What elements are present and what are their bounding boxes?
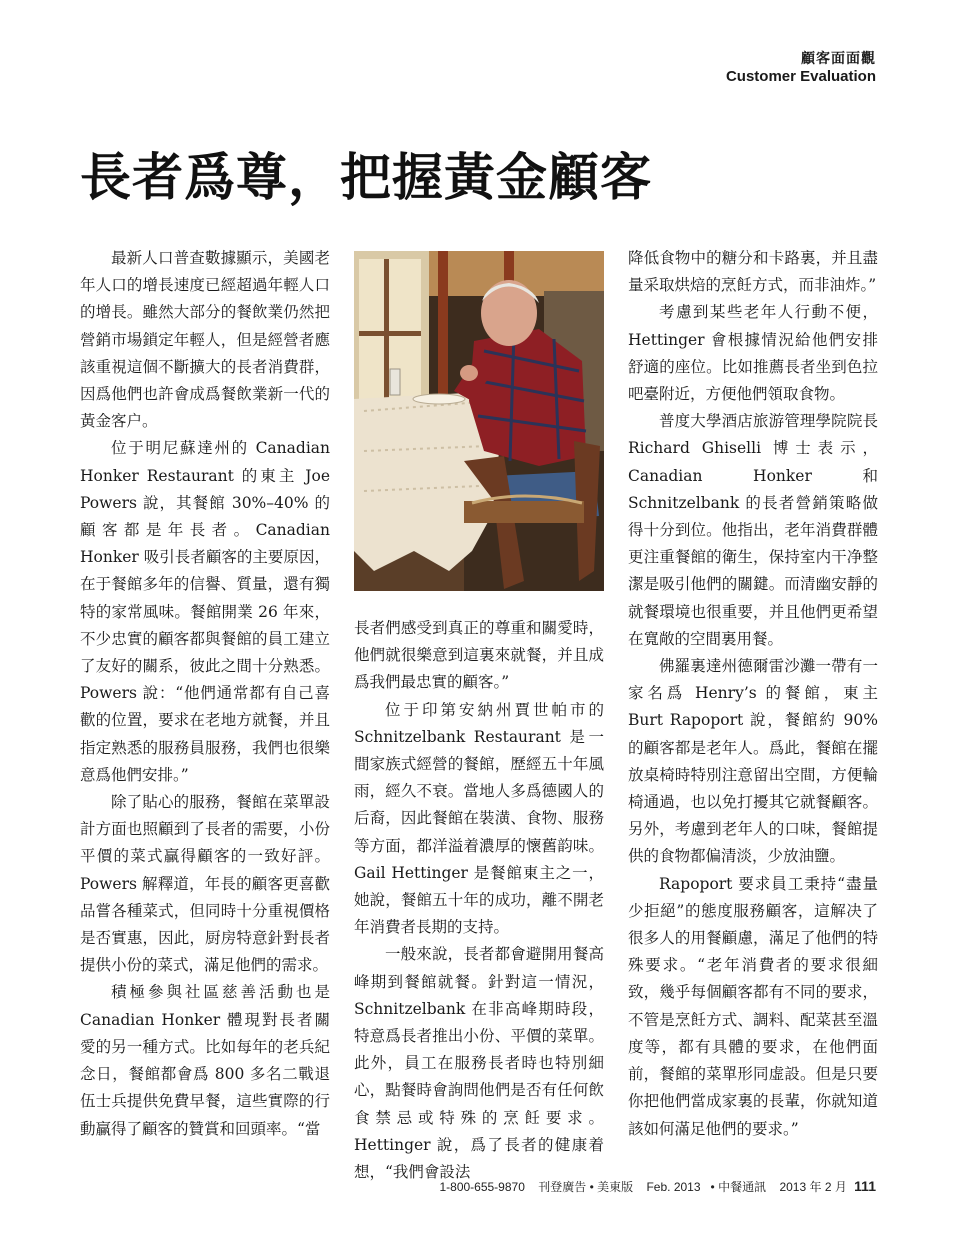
paragraph: 一般來說，長者都會避開用餐高峰期到餐館就餐。針對這一情況，Schnitzelbank 在非高峰期時段，特意爲長者推出小份、平價的菜單。此外，員工在服務長者時也特別細心，點餐時會詢問他們是否有任何飲食禁忌或特殊的烹飪要求。Hettinger 說，爲了長者的健康着想，“我們會設法 xyxy=(354,945,604,1182)
paragraph: 普度大學酒店旅游管理學院院長 Richard Ghiselli 博士表示，Canadian Honker 和 Schnitzelbank 的長者營銷策略做得十分到位。他指出，老年消費群體更注重餐館的衛生，保持室内干净整潔是吸引他們的關鍵。而清幽安靜的就餐環境也很重要，并且他們更希望在寬敞的空間裏用餐。 xyxy=(628,412,878,648)
paragraph: 考慮到某些老年人行動不便，Hettinger 會根據情況給他們安排舒適的座位。比如推薦長者坐到色拉吧臺附近，方便他們領取食物。 xyxy=(628,303,878,404)
paragraph: Rapoport 要求員工秉持“盡量少拒絕”的態度服務顧客，這解决了很多人的用餐顧慮，滿足了他們的特殊要求。“老年消費者的要求很細致，幾乎每個顧客都有不同的要求，不管是烹飪方式、調料、配菜甚至溫度等，都有具體的要求，在他們面前，餐館的菜單形同虚設。但是只要你把他們當成家裏的長輩，你就知道該如何滿足他們的要求。” xyxy=(628,874,878,1138)
paragraph: 最新人口普查數據顯示，美國老年人口的增長速度已經超過年輕人口的增長。雖然大部分的餐飲業仍然把營銷市場鎖定年輕人，但是經營者應該重視這個不斷擴大的長者消費群，因爲他們也許會成爲餐飲業新一代的黃金客户。 xyxy=(80,249,330,431)
footer-phone: 1-800-655-9870 xyxy=(439,1180,525,1194)
photo-elderly-man-eating-icon xyxy=(354,251,604,591)
paragraph: 積極參與社區慈善活動也是 Canadian Honker 體現對長者關愛的另一種方式。比如每年的老兵紀念日，餐館都會爲 800 多名二戰退伍士兵提供免費早餐，這些實際的行動贏得了顧客的贊賞和回頭率。“當 xyxy=(80,983,330,1138)
paragraph: 位于印第安納州賈世帕市的 Schnitzelbank Restaurant 是一間家族式經營的餐館，歷經五十年風雨，經久不衰。當地人多爲德國人的后裔，因此餐館在裝潢、食物、服務等方面，都洋溢着濃厚的懷舊韵味。Gail Hettinger 是餐館東主之一，她說，餐館五十年的成功，離不開老年消費者長期的支持。 xyxy=(354,700,604,937)
article-column-2 xyxy=(354,615,604,1186)
paragraph: 長者們感受到真正的尊重和關愛時，他們就很樂意到這裏來就餐，并且成爲我們最忠實的顧客。” xyxy=(354,619,604,692)
footer-ad-text: 刊登廣告 • 美東版 xyxy=(538,1180,634,1194)
footer-issue-en: Feb. 2013 xyxy=(646,1180,701,1194)
article-column-3 xyxy=(628,245,878,1143)
photo-illustration xyxy=(354,251,604,591)
footer-magazine-name: • 中餐通訊 xyxy=(710,1180,767,1194)
section-label xyxy=(726,50,876,86)
page-number: 111 xyxy=(854,1178,876,1194)
article-column-1 xyxy=(80,245,330,1143)
section-title-en: Customer Evaluation xyxy=(725,68,876,85)
paragraph: 降低食物中的糖分和卡路裏，并且盡量采取烘焙的烹飪方式，而非油炸。” xyxy=(628,249,878,295)
footer-issue-cn: 2013 年 2 月 xyxy=(779,1180,847,1194)
paragraph: 除了貼心的服務，餐館在菜單設計方面也照顧到了長者的需要，小份平價的菜式贏得顧客的一致好評。Powers 解釋道，年長的顧客更喜歡品嘗各種菜式，但同時十分重視價格是否實惠，因此，厨房特意針對長者提供小份的菜式，滿足他們的需求。 xyxy=(80,793,330,975)
article-headline: 長者爲尊，把握黃金顧客 xyxy=(80,148,653,208)
section-title-cn: 顧客面面觀 xyxy=(801,51,876,67)
page-footer xyxy=(439,1178,876,1195)
paragraph: 佛羅裏達州德爾雷沙灘一帶有一家名爲 Henry’s 的餐館，東主 Burt Rapoport 說，餐館約 90% 的顧客都是老年人。爲此，餐館在擺放桌椅時特別注意留出空間，方便輪椅通過，也以免打擾其它就餐顧客。另外，考慮到老年人的口味，餐館提供的食物都偏清淡，少放油鹽。 xyxy=(628,657,878,866)
paragraph: 位于明尼蘇達州的 Canadian Honker Restaurant 的東主 Joe Powers 說，其餐館 30%–40% 的顧客都是年長者。Canadian Honker 吸引長者顧客的主要原因，在于餐館多年的信譽、質量，還有獨特的家常風味。餐館開業 26 年來，不少忠實的顧客都與餐館的員工建立了友好的關系，彼此之間十分熟悉。Powers 說：“他們通常都有自己喜歡的位置，要求在老地方就餐，并且指定熟悉的服務員服務，我們也很樂意爲他們安排。” xyxy=(80,439,330,784)
